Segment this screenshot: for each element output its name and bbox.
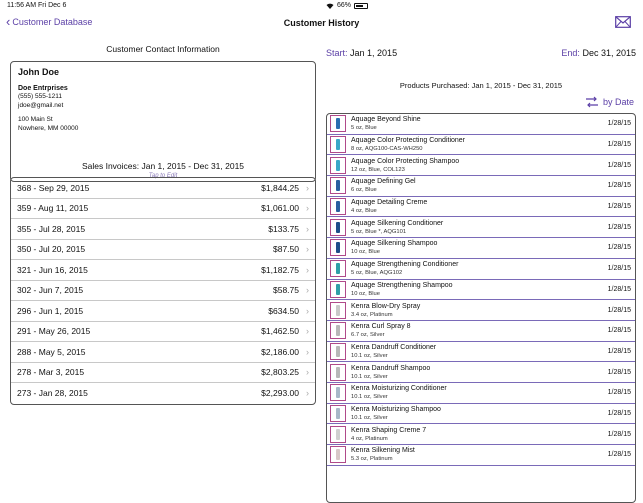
product-text [351,384,601,401]
invoice-label: 291 - May 26, 2015 [17,326,91,337]
battery-percent: 66% [337,2,352,9]
product-name: Aquage Beyond Shine [351,116,421,124]
product-details: 10 oz, Blue [351,249,381,256]
product-text [351,198,601,215]
bottle-icon [336,408,340,419]
product-row[interactable] [327,404,635,425]
product-name: Aquage Detailing Creme [351,199,428,207]
chevron-right-icon: › [306,285,309,296]
product-date: 1/28/15 [607,451,631,459]
bottle-icon [336,201,340,212]
status-time: 11:56 AM [7,2,37,9]
product-row[interactable] [327,197,635,218]
product-details: 6 oz, Blue [351,187,377,194]
bottle-icon [336,305,340,316]
product-details: 5 oz, Blue *, AQG101 [351,228,407,235]
product-text [351,281,601,298]
invoice-amount: $1,462.50 [261,326,299,337]
product-name: Kenra Moisturizing Shampoo [351,405,441,413]
invoice-amount: $2,293.00 [261,388,299,399]
contact-name: John Doe [18,67,60,77]
bottle-icon [336,449,340,460]
contact-section-title: Customer Contact Information [106,44,220,54]
product-date: 1/28/15 [607,409,631,417]
product-details: 8 oz, AQG100-CAS-WH250 [351,146,423,153]
invoice-label: 278 - Mar 3, 2015 [17,367,85,378]
product-date: 1/28/15 [607,223,631,231]
bottle-icon [336,346,340,357]
end-value: Dec 31, 2015 [582,48,636,58]
invoice-row[interactable] [11,363,315,384]
product-date: 1/28/15 [607,182,631,190]
chevron-right-icon: › [306,182,309,193]
product-details: 4 oz, Platinum [351,435,388,442]
battery-icon [354,3,368,9]
product-thumbnail [330,157,346,174]
invoice-label: 296 - Jun 1, 2015 [17,305,84,316]
product-name: Kenra Silkening Mist [351,447,415,455]
contact-phone: (555) 555-1211 [18,93,62,100]
invoice-amount: $133.75 [268,223,299,234]
invoice-amount: $87.50 [273,244,299,255]
product-row[interactable] [327,342,635,363]
contact-company: Doe Entrprises [18,85,68,92]
product-date: 1/28/15 [607,265,631,273]
product-details: 10.1 oz, Silver [351,373,388,380]
product-name: Aquage Defining Gel [351,178,416,186]
start-date-picker[interactable] [326,48,397,58]
invoice-amount: $58.75 [273,285,299,296]
product-date: 1/28/15 [607,327,631,335]
bottle-icon [336,325,340,336]
product-date: 1/28/15 [607,285,631,293]
invoice-amount: $1,844.25 [261,182,299,193]
product-thumbnail [330,260,346,277]
invoice-label: 273 - Jan 28, 2015 [17,388,88,399]
chevron-right-icon: › [306,264,309,275]
product-name: Aquage Silkening Conditioner [351,219,444,227]
product-row[interactable] [327,424,635,445]
product-text [351,343,601,360]
invoice-amount: $2,186.00 [261,346,299,357]
invoice-amount: $2,803.25 [261,367,299,378]
product-thumbnail [330,219,346,236]
product-text [351,239,601,256]
sales-section-title: Sales Invoices: Jan 1, 2015 - Dec 31, 2015 [81,161,245,171]
product-details: 5.3 oz, Platinum [351,456,393,463]
product-date: 1/28/15 [607,244,631,252]
product-text [351,260,601,277]
chevron-left-icon: ‹ [6,14,11,29]
product-date: 1/28/15 [607,368,631,376]
bottle-icon [336,284,340,295]
bottle-icon [336,242,340,253]
product-name: Kenra Dandruff Shampoo [351,364,431,372]
product-name: Kenra Blow-Dry Spray [351,302,421,310]
product-text [351,322,601,339]
bottle-icon [336,387,340,398]
product-text [351,177,601,194]
invoice-amount: $634.50 [268,305,299,316]
chevron-right-icon: › [306,326,309,337]
product-date: 1/28/15 [607,120,631,128]
chevron-right-icon: › [306,367,309,378]
product-text [351,219,601,236]
invoice-label: 321 - Jun 16, 2015 [17,264,88,275]
product-date: 1/28/15 [607,389,631,397]
product-details: 10.1 oz, Silver [351,352,388,359]
chevron-right-icon: › [306,244,309,255]
chevron-right-icon: › [306,388,309,399]
bottle-icon [336,222,340,233]
back-label: Customer Database [12,17,93,27]
invoice-row[interactable] [11,281,315,302]
product-thumbnail [330,405,346,422]
product-date: 1/28/15 [607,203,631,211]
invoice-amount: $1,182.75 [261,264,299,275]
status-bar [0,0,643,12]
product-details: 4 oz, Blue [351,208,377,215]
product-name: Kenra Moisturizing Conditioner [351,385,447,393]
product-details: 12 oz, Blue, COL123 [351,166,405,173]
product-row[interactable] [327,300,635,321]
bottle-icon [336,118,340,129]
product-text [351,157,601,174]
status-right [326,2,636,9]
sort-label: by Date [602,97,634,107]
product-details: 3.4 oz, Platinum [351,311,393,318]
product-text [351,136,601,153]
product-name: Aquage Strengthening Shampoo [351,281,453,289]
contact-address-1: 100 Main St [18,116,53,123]
product-details: 10.1 oz, Silver [351,414,388,421]
bottle-icon [336,263,340,274]
status-date: Fri Dec 6 [38,2,67,9]
product-details: 6.7 oz, Silver [351,332,385,339]
left-panel [10,40,316,399]
start-value: Jan 1, 2015 [350,48,398,58]
product-details: 5 oz, Blue, AQG102 [351,270,403,277]
invoice-label: 368 - Sep 29, 2015 [17,182,90,193]
invoice-row[interactable] [11,383,315,404]
product-text [351,446,601,463]
invoice-label: 355 - Jul 28, 2015 [17,223,86,234]
product-thumbnail [330,426,346,443]
product-text [351,426,601,443]
wifi-icon [326,3,334,9]
product-row[interactable] [327,383,635,404]
product-thumbnail [330,384,346,401]
product-name: Aquage Color Protecting Conditioner [351,137,466,145]
product-name: Aquage Color Protecting Shampoo [351,157,460,165]
invoice-row[interactable] [11,322,315,343]
contact-address-2: Nowhere, MM 00000 [18,125,79,132]
products-list [326,113,636,503]
product-thumbnail [330,115,346,132]
sort-arrows-icon [585,96,599,108]
chevron-right-icon: › [306,346,309,357]
start-label: Start: [326,48,348,58]
product-name: Aquage Strengthening Conditioner [351,261,459,269]
tap-to-edit-hint: Tap to Edit [148,173,178,179]
product-row[interactable] [327,362,635,383]
invoice-row[interactable] [11,199,315,220]
bottle-icon [336,139,340,150]
product-thumbnail [330,281,346,298]
product-row[interactable] [327,445,635,466]
bottle-icon [336,367,340,378]
invoice-row[interactable] [11,301,315,322]
product-row[interactable] [327,155,635,176]
invoice-label: 302 - Jun 7, 2015 [17,285,84,296]
product-thumbnail [330,177,346,194]
product-date: 1/28/15 [607,347,631,355]
product-text [351,364,601,381]
navigation-bar [0,12,643,36]
chevron-right-icon: › [306,305,309,316]
product-row[interactable] [327,176,635,197]
page-title: Customer History [283,18,360,28]
product-details: 5 oz, Blue [351,125,377,132]
product-row[interactable] [327,280,635,301]
bottle-icon [336,180,340,191]
invoice-row[interactable] [11,342,315,363]
sort-button[interactable] [585,96,634,108]
invoice-list [10,177,316,405]
product-details: 10 oz, Blue [351,290,381,297]
product-thumbnail [330,322,346,339]
product-thumbnail [330,239,346,256]
chevron-right-icon: › [306,203,309,214]
invoice-label: 359 - Aug 11, 2015 [17,203,89,214]
invoice-row[interactable] [11,219,315,240]
end-label: End: [561,48,580,58]
product-name: Kenra Dandruff Conditioner [351,343,437,351]
product-thumbnail [330,198,346,215]
product-details: 10.1 oz, Silver [351,394,388,401]
product-thumbnail [330,364,346,381]
contact-email: jdoe@gmail.net [18,102,64,109]
product-text [351,302,601,319]
end-date-picker[interactable] [561,48,636,58]
product-date: 1/28/15 [607,430,631,438]
mail-icon[interactable] [615,16,631,28]
product-row[interactable] [327,217,635,238]
invoice-label: 350 - Jul 20, 2015 [17,244,86,255]
chevron-right-icon: › [306,223,309,234]
invoice-row[interactable] [11,260,315,281]
product-row[interactable] [327,238,635,259]
product-date: 1/28/15 [607,161,631,169]
product-thumbnail [330,343,346,360]
invoice-label: 288 - May 5, 2015 [17,346,86,357]
invoice-row[interactable] [11,240,315,261]
products-section-title: Products Purchased: Jan 1, 2015 - Dec 31, 2015 [399,81,563,90]
invoice-amount: $1,061.00 [261,203,299,214]
product-thumbnail [330,302,346,319]
bottle-icon [336,429,340,440]
product-name: Kenra Curl Spray 8 [351,323,411,331]
product-row[interactable] [327,259,635,280]
product-row[interactable] [327,135,635,156]
bottle-icon [336,160,340,171]
product-date: 1/28/15 [607,306,631,314]
product-text [351,405,601,422]
product-row[interactable] [327,114,635,135]
product-row[interactable] [327,321,635,342]
product-thumbnail [330,136,346,153]
product-thumbnail [330,446,346,463]
invoice-row[interactable] [11,178,315,199]
product-name: Aquage Silkening Shampoo [351,240,438,248]
product-date: 1/28/15 [607,141,631,149]
product-text [351,115,601,132]
product-name: Kenra Shaping Creme 7 [351,426,427,434]
